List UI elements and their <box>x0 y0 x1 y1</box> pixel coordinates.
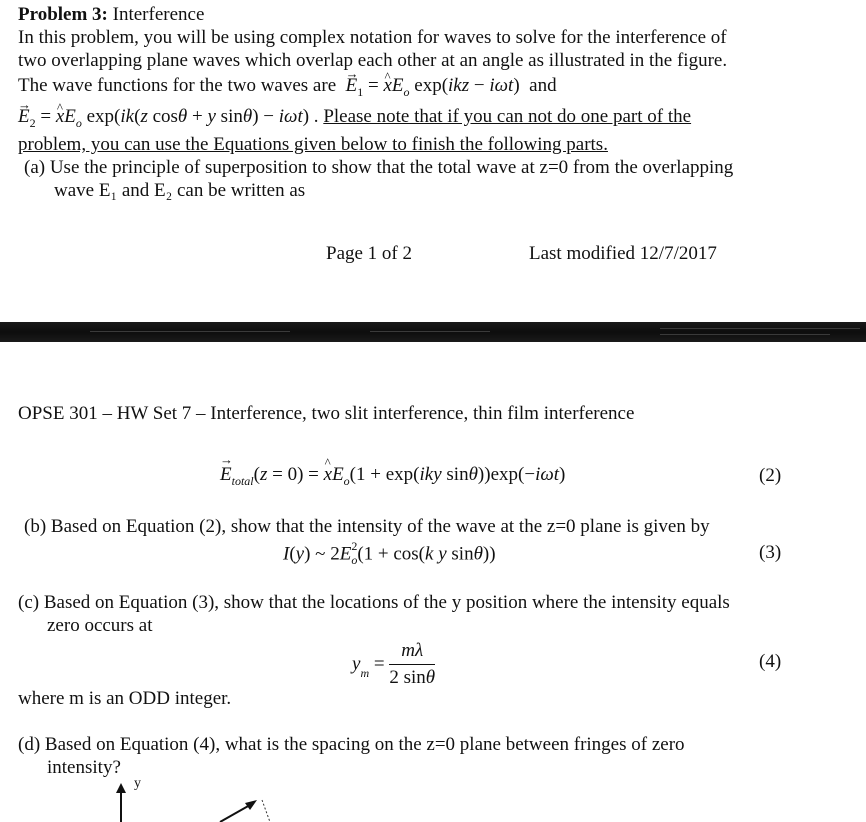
equation-4: $y_m$ = $\frac{m\lambda}{2 \sin\theta}$ <box>352 640 436 688</box>
problem-topic: Interference <box>107 4 205 25</box>
footer-page-number: Page 1 of 2 <box>326 243 413 264</box>
note-line-1: Please note that if you can not do one part of the <box>323 106 692 127</box>
equation-3-number: (3) <box>759 542 782 563</box>
equation-2: → $E_{total}(z = 0)$ = ^ $xE_o(1 + \exp(iky$ sinθ))exp(−iωt) <box>220 464 565 489</box>
interference-figure <box>100 770 300 822</box>
part-a-line-2: wave E₁ and E₂ can be written as <box>54 180 306 201</box>
part-c-line-2: zero occurs at <box>47 615 153 636</box>
where-m-text: where m is an ODD integer. <box>18 688 232 709</box>
wave-functions-line <box>18 75 557 103</box>
intro-and: and <box>529 75 557 96</box>
y-axis-label: y <box>134 776 141 791</box>
part-a-line-1: (a) Use the principle of superposition to show that the total wave at z=0 from the overlapping <box>24 157 734 178</box>
page-separator-band <box>0 322 866 342</box>
part-d-line-1: (d) Based on Equation (4), what is the spacing on the z=0 plane between fringes of zero <box>18 734 685 755</box>
wavefront-dotted-line <box>262 800 270 822</box>
page-header: OPSE 301 – HW Set 7 – Interference, two slit interference, thin film interference <box>18 403 635 424</box>
problem-heading: Problem 3: <box>18 4 108 25</box>
equation-e1: → $E_1$ = ^ $xE_o$ exp(ikz − iωt) <box>341 75 525 96</box>
part-b-text: (b) Based on Equation (2), show that the intensity of the wave at the z=0 plane is given by <box>24 516 710 537</box>
problem-title <box>18 4 204 26</box>
note-line-2: problem, you can use the Equations given below to finish the following parts. <box>18 134 608 155</box>
equation-4-fraction: $\frac{m\lambda}{2 \sin\theta}$ <box>389 640 436 688</box>
footer-last-modified: Last modified 12/7/2017 <box>529 243 717 264</box>
wave-direction-arrow <box>220 800 257 822</box>
y-axis-arrow <box>116 783 126 822</box>
equation-e2-line <box>18 106 691 134</box>
intro-line-3: The wave functions for the two waves are <box>18 75 337 96</box>
equation-e2: → $E_2$ = ^ $xE_o$ exp(ik(z cosθ + y sinθ) − iωt) . <box>18 106 323 127</box>
intro-line-2: two overlapping plane waves which overlap each other at an angle as illustrated in the figure. <box>18 50 728 71</box>
part-d-line-2: intensity? <box>47 757 121 778</box>
intro-line-1: In this problem, you will be using complex notation for waves to solve for the interference of <box>18 27 727 48</box>
equation-2-number: (2) <box>759 465 782 486</box>
part-c-line-1: (c) Based on Equation (3), show that the locations of the y position where the intensity equals <box>18 592 730 613</box>
equation-3: I(y) ~ $2E_o^2(1 + \cos(k$ y sinθ)) <box>283 539 496 568</box>
equation-4-number: (4) <box>759 651 782 672</box>
